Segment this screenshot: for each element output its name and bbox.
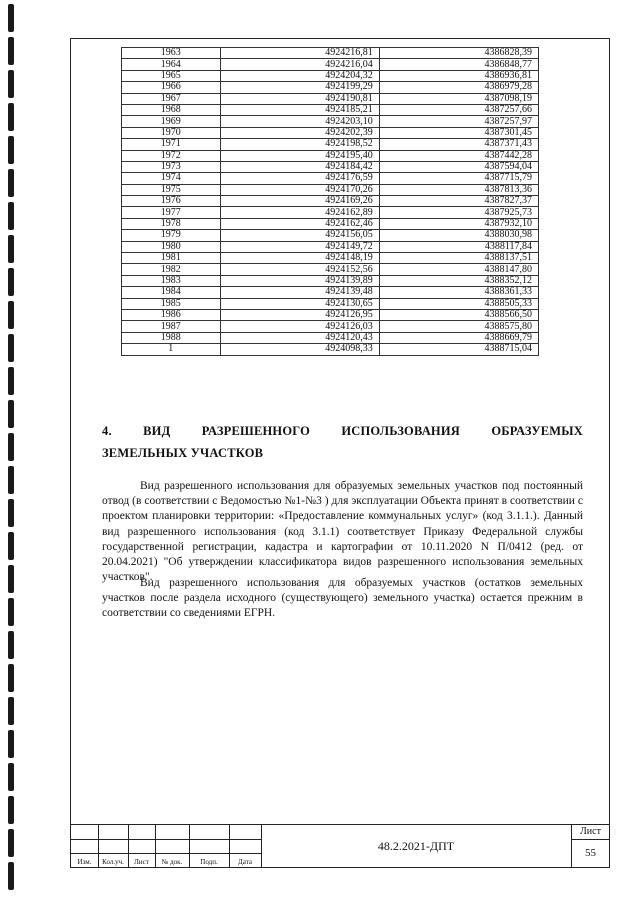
- x-coordinate-cell: 4924120,43: [220, 332, 379, 343]
- table-row: [122, 161, 539, 172]
- table-row: [122, 196, 539, 207]
- x-coordinate-cell: 4924126,95: [220, 309, 379, 320]
- y-coordinate-cell: 4388505,33: [379, 298, 538, 309]
- x-coordinate-cell: 4924098,33: [220, 344, 379, 355]
- point-number-cell: 1977: [122, 207, 221, 218]
- title-block: [71, 824, 609, 867]
- x-coordinate-cell: 4924203,10: [220, 116, 379, 127]
- binding-hole: [8, 202, 14, 230]
- table-row: [122, 93, 539, 104]
- y-coordinate-cell: 4388669,79: [379, 332, 538, 343]
- y-coordinate-cell: 4388147,80: [379, 264, 538, 275]
- stamp-label-doc: № док.: [161, 858, 183, 866]
- table-row: [122, 332, 539, 343]
- x-coordinate-cell: 4924139,89: [220, 275, 379, 286]
- y-coordinate-cell: 4387932,10: [379, 218, 538, 229]
- x-coordinate-cell: 4924216,81: [220, 48, 379, 59]
- stamp-label-data: Дата: [238, 858, 252, 866]
- point-number-cell: 1978: [122, 218, 221, 229]
- y-coordinate-cell: 4388575,80: [379, 321, 538, 332]
- binding-hole: [8, 268, 14, 296]
- x-coordinate-cell: 4924170,26: [220, 184, 379, 195]
- point-number-cell: 1965: [122, 70, 221, 81]
- x-coordinate-cell: 4924130,65: [220, 298, 379, 309]
- stamp-label-podp: Подп.: [200, 858, 218, 866]
- heading-word-3: ИСПОЛЬЗОВАНИЯ: [341, 424, 461, 438]
- binding-hole: [8, 796, 14, 824]
- y-coordinate-cell: 4388352,12: [379, 275, 538, 286]
- table-row: [122, 287, 539, 298]
- point-number-cell: 1968: [122, 104, 221, 115]
- point-number-cell: 1972: [122, 150, 221, 161]
- binding-hole: [8, 4, 14, 32]
- y-coordinate-cell: 4388137,51: [379, 253, 538, 264]
- y-coordinate-cell: 4387257,66: [379, 104, 538, 115]
- y-coordinate-cell: 4387925,73: [379, 207, 538, 218]
- y-coordinate-cell: 4387257,97: [379, 116, 538, 127]
- x-coordinate-cell: 4924169,26: [220, 196, 379, 207]
- binding-hole: [8, 466, 14, 494]
- table-row: [122, 82, 539, 93]
- table-row: [122, 48, 539, 59]
- table-row: [122, 150, 539, 161]
- point-number-cell: 1970: [122, 127, 221, 138]
- point-number-cell: 1: [122, 344, 221, 355]
- binding-hole: [8, 235, 14, 263]
- sheet-number: 55: [571, 840, 609, 867]
- y-coordinate-cell: 4387301,45: [379, 127, 538, 138]
- binding-hole: [8, 730, 14, 758]
- table-row: [122, 207, 539, 218]
- table-row: [122, 298, 539, 309]
- y-coordinate-cell: 4388566,50: [379, 309, 538, 320]
- binding-hole: [8, 565, 14, 593]
- document-code: 48.2.2021-ДПТ: [377, 838, 455, 853]
- table-row: [122, 253, 539, 264]
- y-coordinate-cell: 4387827,37: [379, 196, 538, 207]
- point-number-cell: 1976: [122, 196, 221, 207]
- x-coordinate-cell: 4924162,89: [220, 207, 379, 218]
- point-number-cell: 1983: [122, 275, 221, 286]
- table-row: [122, 241, 539, 252]
- sheet-label: Лист: [571, 825, 609, 840]
- point-number-cell: 1987: [122, 321, 221, 332]
- heading-word-4: ОБРАЗУЕМЫХ: [491, 424, 583, 438]
- binding-hole: [8, 70, 14, 98]
- binding-hole: [8, 862, 14, 890]
- binding-hole: [8, 367, 14, 395]
- x-coordinate-cell: 4924184,42: [220, 161, 379, 172]
- binding-hole: [8, 37, 14, 65]
- y-coordinate-cell: 4386936,81: [379, 70, 538, 81]
- binding-hole: [8, 598, 14, 626]
- y-coordinate-cell: 4387098,19: [379, 93, 538, 104]
- binding-hole: [8, 763, 14, 791]
- table-row: [122, 139, 539, 150]
- y-coordinate-cell: 4388715,04: [379, 344, 538, 355]
- point-number-cell: 1971: [122, 139, 221, 150]
- table-row: [122, 275, 539, 286]
- x-coordinate-cell: 4924126,03: [220, 321, 379, 332]
- point-number-cell: 1967: [122, 93, 221, 104]
- point-number-cell: 1980: [122, 241, 221, 252]
- y-coordinate-cell: 4388030,98: [379, 230, 538, 241]
- binding-hole: [8, 169, 14, 197]
- binding-hole: [8, 433, 14, 461]
- paragraph-2: Вид разрешенного использования для образуемых участков (остатков земельных участков после раздела исходного (существующего) земельного участка) остается прежним в соответствии со сведениями ЕГРН.: [102, 577, 583, 620]
- x-coordinate-cell: 4924156,05: [220, 230, 379, 241]
- heading-word-1: ВИД: [143, 424, 171, 438]
- heading-line-2: ЗЕМЕЛЬНЫХ УЧАСТКОВ: [102, 446, 264, 460]
- stamp-label-izm: Изм.: [77, 858, 92, 866]
- point-number-cell: 1982: [122, 264, 221, 275]
- x-coordinate-cell: 4924204,32: [220, 70, 379, 81]
- point-number-cell: 1969: [122, 116, 221, 127]
- y-coordinate-cell: 4386828,39: [379, 48, 538, 59]
- point-number-cell: 1984: [122, 287, 221, 298]
- y-coordinate-cell: 4387715,79: [379, 173, 538, 184]
- point-number-cell: 1973: [122, 161, 221, 172]
- x-coordinate-cell: 4924162,46: [220, 218, 379, 229]
- point-number-cell: 1986: [122, 309, 221, 320]
- binding-hole: [8, 532, 14, 560]
- binding-hole: [8, 400, 14, 428]
- binding-hole: [8, 631, 14, 659]
- point-number-cell: 1963: [122, 48, 221, 59]
- x-coordinate-cell: 4924139,48: [220, 287, 379, 298]
- stamp-label-kol-uch: Кол.уч.: [102, 858, 124, 866]
- x-coordinate-cell: 4924202,39: [220, 127, 379, 138]
- table-row: [122, 173, 539, 184]
- y-coordinate-cell: 4387594,04: [379, 161, 538, 172]
- table-row: [122, 116, 539, 127]
- section-number: 4.: [102, 424, 112, 438]
- y-coordinate-cell: 4387813,36: [379, 184, 538, 195]
- point-number-cell: 1988: [122, 332, 221, 343]
- y-coordinate-cell: 4386979,28: [379, 82, 538, 93]
- point-number-cell: 1981: [122, 253, 221, 264]
- y-coordinate-cell: 4386848,77: [379, 59, 538, 70]
- x-coordinate-cell: 4924195,40: [220, 150, 379, 161]
- binding-hole: [8, 697, 14, 725]
- table-row: [122, 264, 539, 275]
- stamp-label-list: Лист: [134, 858, 149, 866]
- point-number-cell: 1974: [122, 173, 221, 184]
- heading-word-2: РАЗРЕШЕННОГО: [201, 424, 311, 438]
- binding-hole: [8, 499, 14, 527]
- table-row: [122, 70, 539, 81]
- point-number-cell: 1966: [122, 82, 221, 93]
- table-row: [122, 344, 539, 355]
- table-row: [122, 230, 539, 241]
- x-coordinate-cell: 4924176,59: [220, 173, 379, 184]
- page-frame: [70, 38, 610, 868]
- binding-hole: [8, 334, 14, 362]
- table-row: [122, 218, 539, 229]
- binding-hole: [8, 829, 14, 857]
- binding-hole: [8, 301, 14, 329]
- table-row: [122, 59, 539, 70]
- x-coordinate-cell: 4924190,81: [220, 93, 379, 104]
- binding-hole: [8, 664, 14, 692]
- x-coordinate-cell: 4924198,52: [220, 139, 379, 150]
- point-number-cell: 1985: [122, 298, 221, 309]
- table-row: [122, 184, 539, 195]
- table-row: [122, 104, 539, 115]
- y-coordinate-cell: 4387442,28: [379, 150, 538, 161]
- binding-hole: [8, 103, 14, 131]
- y-coordinate-cell: 4387371,43: [379, 139, 538, 150]
- x-coordinate-cell: 4924149,72: [220, 241, 379, 252]
- x-coordinate-cell: 4924152,56: [220, 264, 379, 275]
- y-coordinate-cell: 4388117,84: [379, 241, 538, 252]
- x-coordinate-cell: 4924148,19: [220, 253, 379, 264]
- binding-holes: [0, 0, 24, 905]
- paragraph-1: Вид разрешенного использования для образуемых земельных участков под постоянный отвод (в соответствии с Ведомостью №1-№3 ) для эксплуатации Объекта принят в соответствии с проектом планировки территории: «Предоставление коммунальных услуг» (код 3.1.1.). Данный вид разрешенного использования (код 3.1.1) соответствует Приказу Федеральной службы государственной регистрации, кадастра и картографии от 10.11.2020 N П/0412 (ред. от 20.04.2021) "Об утверждении классификатора видов разрешенного использования земельных участков".: [102, 480, 583, 584]
- table-row: [122, 321, 539, 332]
- binding-hole: [8, 136, 14, 164]
- point-number-cell: 1975: [122, 184, 221, 195]
- x-coordinate-cell: 4924199,29: [220, 82, 379, 93]
- point-number-cell: 1979: [122, 230, 221, 241]
- y-coordinate-cell: 4388361,33: [379, 287, 538, 298]
- x-coordinate-cell: 4924185,21: [220, 104, 379, 115]
- coordinates-table: [121, 47, 539, 356]
- point-number-cell: 1964: [122, 59, 221, 70]
- table-row: [122, 127, 539, 138]
- section-heading: [102, 424, 583, 461]
- x-coordinate-cell: 4924216,04: [220, 59, 379, 70]
- table-row: [122, 309, 539, 320]
